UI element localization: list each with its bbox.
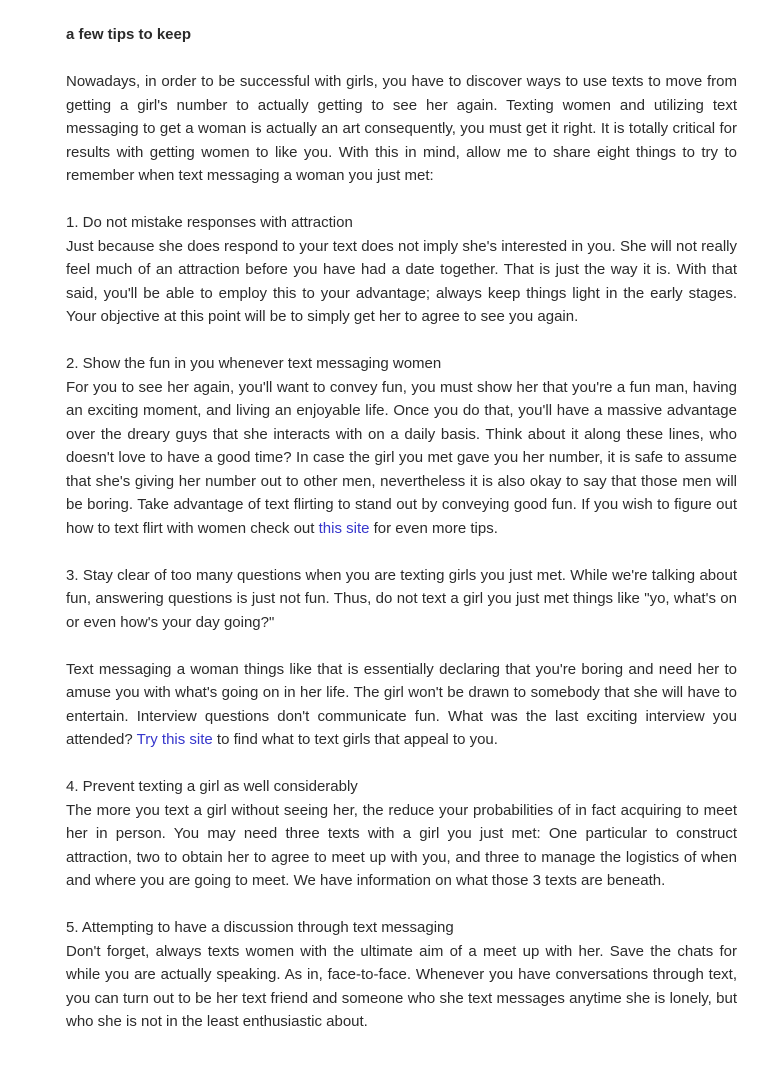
section-1-body: Just because she does respond to your text does not imply she's interested in you. She will not really feel much of an attraction before you have had a date together. That is just the way it is. With that said, you'll be able to employ this to your advantage; always keep things light in the early stages. Your objective at this point will be to simply get her to agree to see you again. (66, 237, 737, 325)
section-5-heading: 5. Attempting to have a discussion through text messaging (66, 919, 454, 936)
section-4 (66, 775, 737, 893)
page-title: a few tips to keep (66, 26, 192, 43)
section-2-body (66, 376, 737, 541)
section-2 (66, 352, 737, 540)
section-3-paragraph: 3. Stay clear of too many questions when you are texting girls you just met. While we're talking about fun, answering questions is just not fun. Thus, do not text a girl you just met things like "yo, what's on or even how's your day going?" (66, 566, 737, 631)
section-3-followup-tail: to find what to text girls that appeal to you. (212, 731, 498, 748)
section-3-followup-paragraph (66, 658, 737, 752)
inline-link-try-this-site[interactable]: Try this site (136, 731, 213, 748)
section-3-followup-text: Text messaging a woman things like that is essentially declaring that you're boring and need her to amuse you with what's going on in her life. The girl won't be drawn to somebody that she will have to entertain. Interview questions don't communicate fun. What was the last exciting interview you attended? (66, 660, 737, 748)
inline-link-this-site[interactable]: this site (318, 519, 370, 537)
section-5 (66, 916, 737, 1034)
section-1 (66, 211, 737, 329)
intro-paragraph: Nowadays, in order to be successful with girls, you have to discover ways to use texts to move from getting a girl's number to actually getting to see her again. Texting women and utilizing text messaging to get a woman is actually an art consequently, you must get it right. It is totally critical for results with getting women to like you. With this in mind, allow me to share eight things to try to remember when text messaging a woman you just met: (66, 73, 737, 184)
section-2-body-tail: for even more tips. (369, 519, 498, 537)
section-5-body: Don't forget, always texts women with the ultimate aim of a meet up with her. Save the chats for while you are actually speaking. As in, face-to-face. Whenever you have conversations through text, you can turn out to be her text friend and someone who she text messages anytime she is lonely, but who she is not in the least enthusiastic about. (66, 942, 737, 1030)
section-4-heading: 4. Prevent texting a girl as well considerably (66, 778, 358, 795)
section-2-heading: 2. Show the fun in you whenever text messaging women (66, 355, 442, 372)
section-4-body: The more you text a girl without seeing her, the reduce your probabilities of in fact acquiring to meet her in person. You may need three texts with a girl you just met: One particular to construct attraction, two to obtain her to agree to meet up with you, and three to manage the logistics of when and where you are going to meet. We have information on what those 3 texts are beneath. (66, 801, 737, 889)
section-1-heading: 1. Do not mistake responses with attraction (66, 214, 353, 231)
section-2-body-text: For you to see her again, you'll want to convey fun, you must show her that you're a fun man, having an exciting moment, and living an enjoyable life. Once you do that, you'll have a massive advantage over the dreary guys that she interacts with on a daily basis. Think about it along these lines, who doesn't love to have a good time? In case the girl you met gave you her number, it is safe to assume that she's giving her number out to other men, nevertheless it is also okay to say that those men will be boring. Take advantage of text flirting to stand out by conveying good fun. If you wish to figure out how to text flirt with women check out (66, 378, 737, 537)
